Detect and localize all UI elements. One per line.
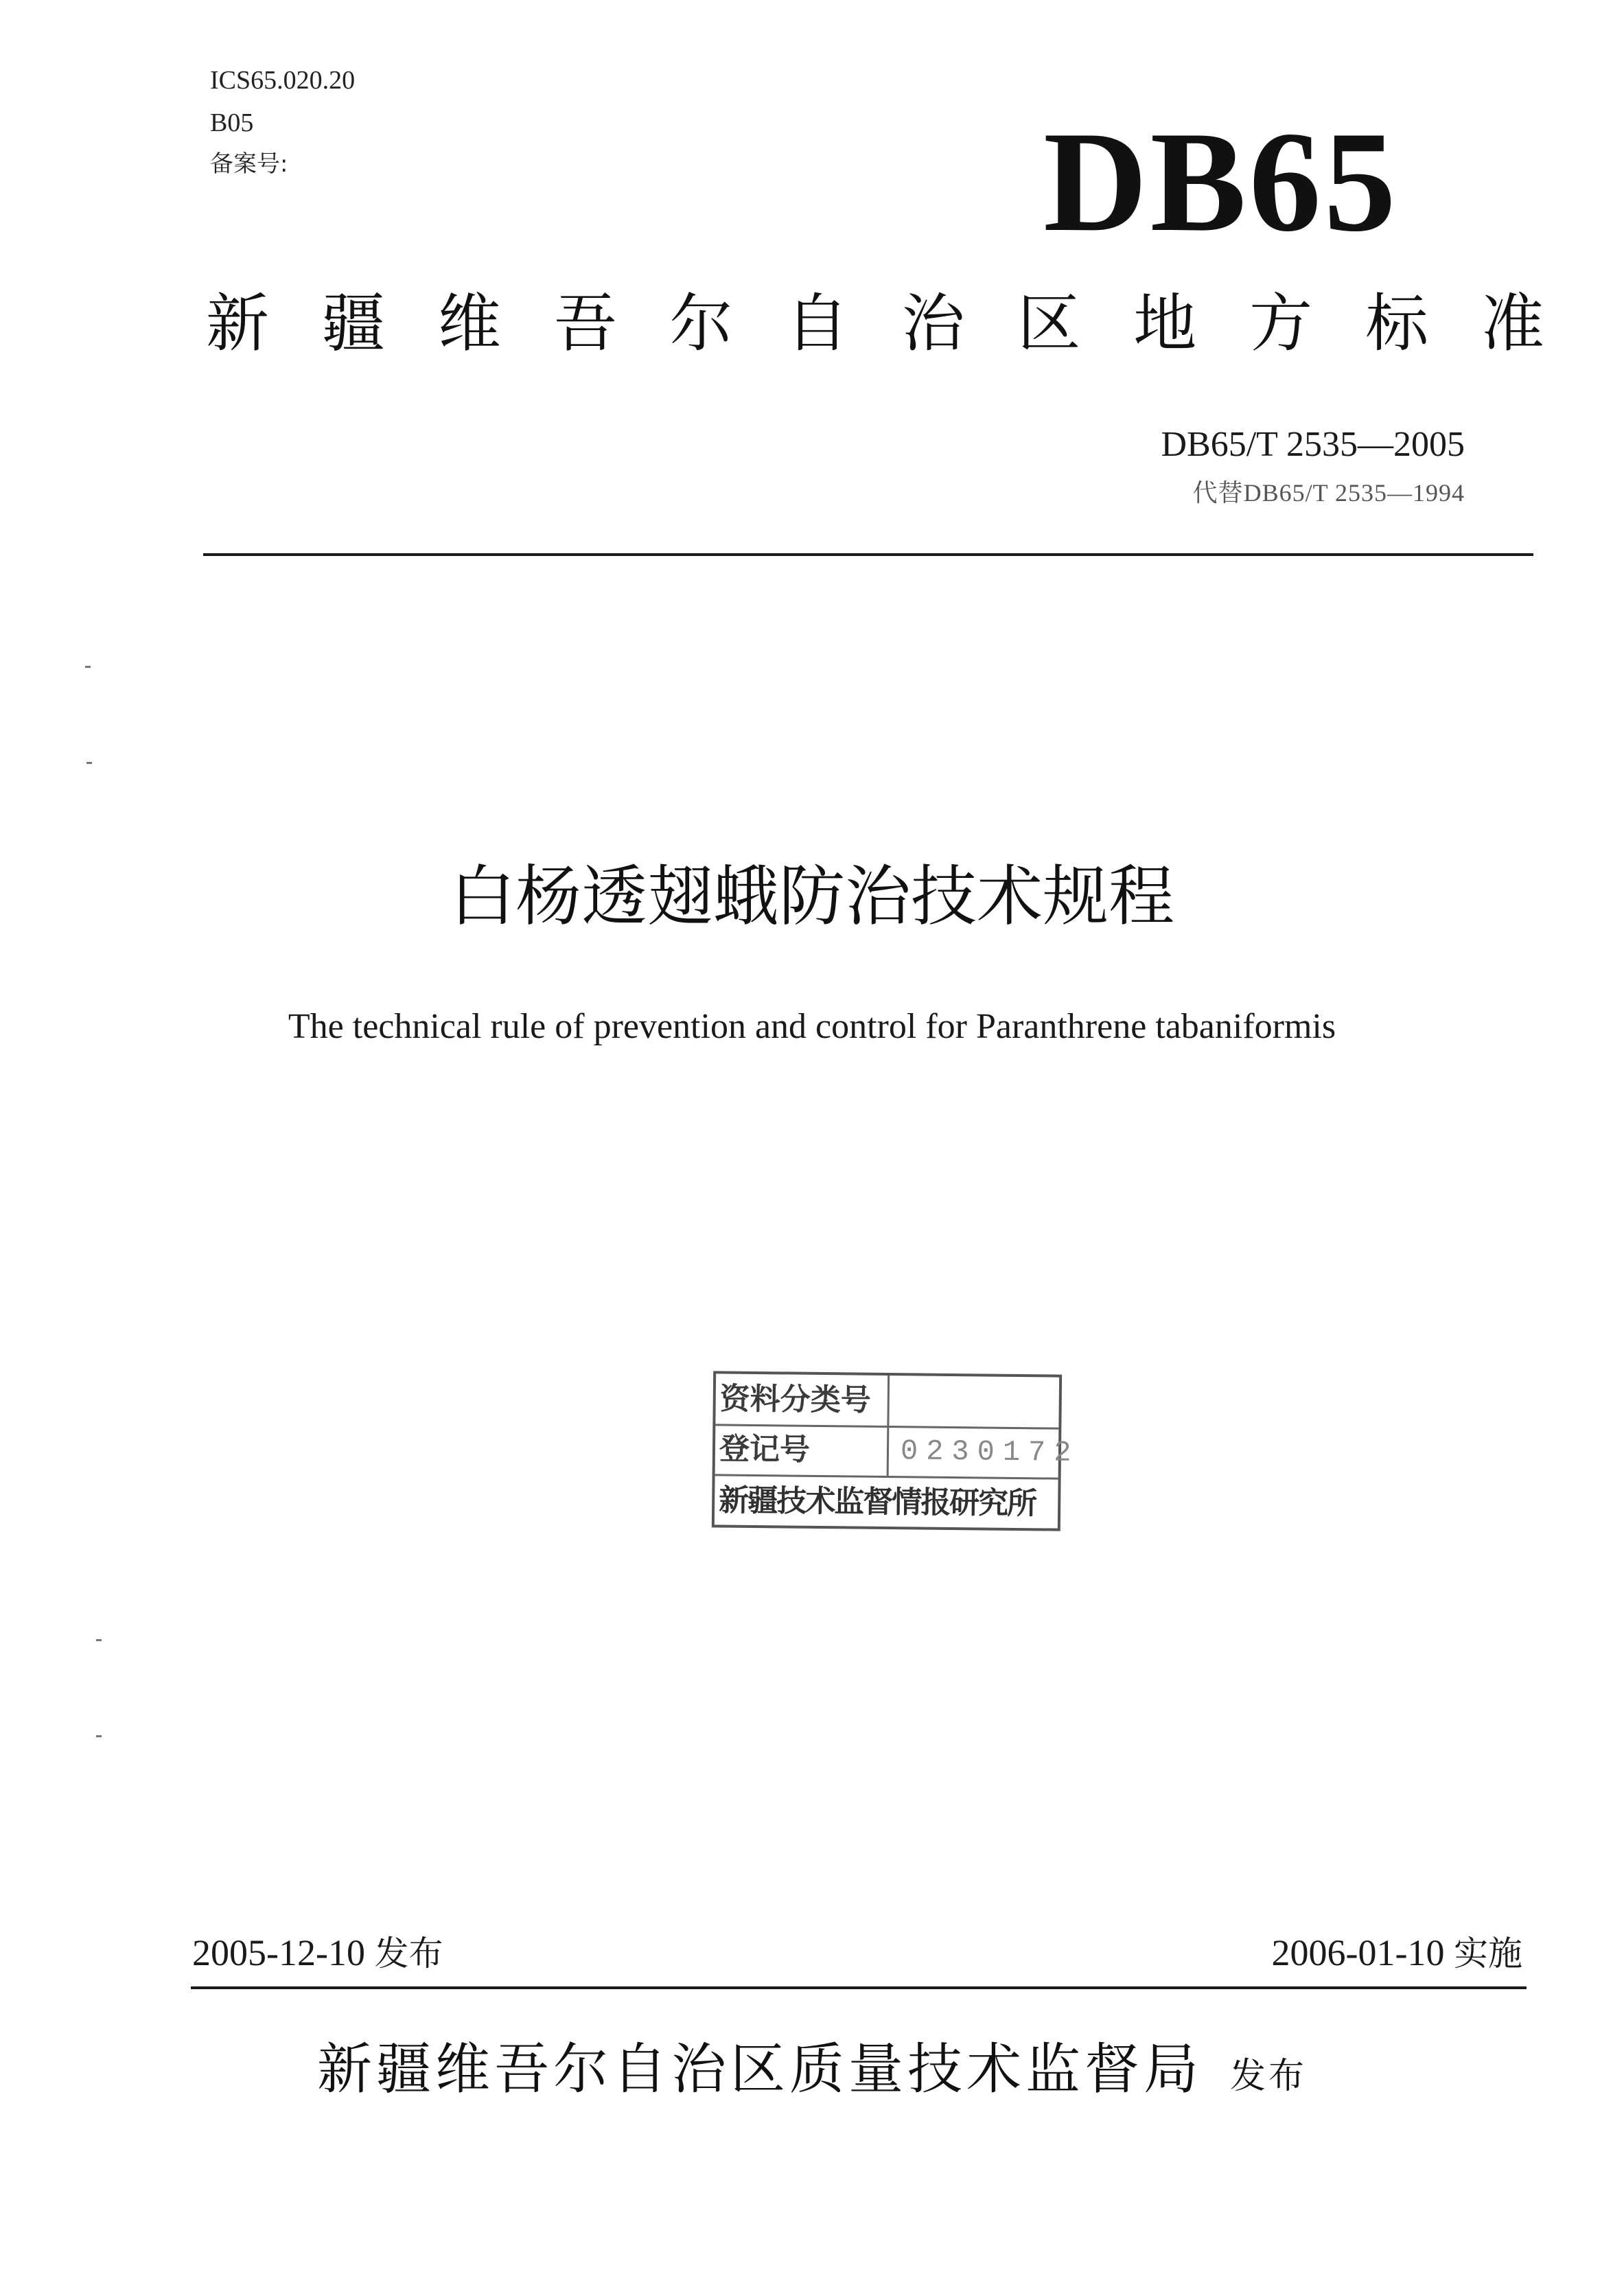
issuing-authority <box>0 2032 1624 2107</box>
standard-number: DB65/T 2535—2005 <box>1161 425 1465 464</box>
scan-speck <box>86 762 92 764</box>
stamp-classification-value <box>901 1382 1052 1384</box>
issuer-suffix: 发布 <box>1229 2056 1307 2097</box>
filing-number-label: 备案号: <box>210 150 288 178</box>
stamp-registration-label: 登记号 <box>719 1431 811 1468</box>
standard-type-char: 方 <box>1249 287 1313 360</box>
registration-stamp <box>712 1371 1080 1531</box>
footer-divider <box>191 1986 1527 1989</box>
stamp-row-institute <box>715 1474 1058 1528</box>
issue-date-line <box>192 1934 443 1971</box>
standard-type-char: 尔 <box>669 287 733 360</box>
issue-label: 发布 <box>374 1934 443 1973</box>
scan-speck <box>85 666 91 668</box>
standard-type-char: 治 <box>901 287 965 360</box>
scan-speck <box>96 1639 102 1641</box>
effective-date: 2006-01-10 <box>1271 1932 1445 1973</box>
standard-type-char: 自 <box>785 287 849 360</box>
classification-code: B05 <box>210 108 254 137</box>
document-title-english: The technical rule of prevention and control for Paranthrene tabaniformis <box>288 1007 1336 1046</box>
replaces-standard: 代替DB65/T 2535—1994 <box>1192 479 1465 507</box>
stamp-classification-label: 资料分类号 <box>719 1381 872 1418</box>
standard-type-char: 维 <box>437 287 501 360</box>
issuer-name: 新疆维吾尔自治区质量技术监督局 <box>316 2037 1203 2101</box>
standard-type-char: 标 <box>1365 287 1429 360</box>
stamp-registration-value: 0230172 <box>900 1435 1080 1470</box>
standard-type-char: 地 <box>1133 287 1197 360</box>
scan-speck <box>96 1735 102 1737</box>
standard-type-char: 吾 <box>553 287 617 360</box>
standard-type-char: 新 <box>206 287 270 360</box>
effective-label: 实施 <box>1454 1934 1522 1973</box>
standard-type-char: 准 <box>1481 287 1544 360</box>
standard-type-char: 区 <box>1017 287 1081 360</box>
stamp-institute-name: 新疆技术监督情报研究所 <box>718 1483 1036 1522</box>
standard-type-heading <box>206 276 1544 372</box>
issue-date: 2005-12-10 <box>192 1932 365 1973</box>
header-divider <box>203 553 1533 556</box>
document-title-chinese: 白杨透翅蛾防治技术规程 <box>450 858 1174 935</box>
standard-type-char: 疆 <box>321 287 385 360</box>
db-standard-mark: DB65 <box>1043 102 1399 262</box>
effective-date-line <box>1272 1934 1522 1971</box>
ics-code: ICS65.020.20 <box>210 66 356 95</box>
